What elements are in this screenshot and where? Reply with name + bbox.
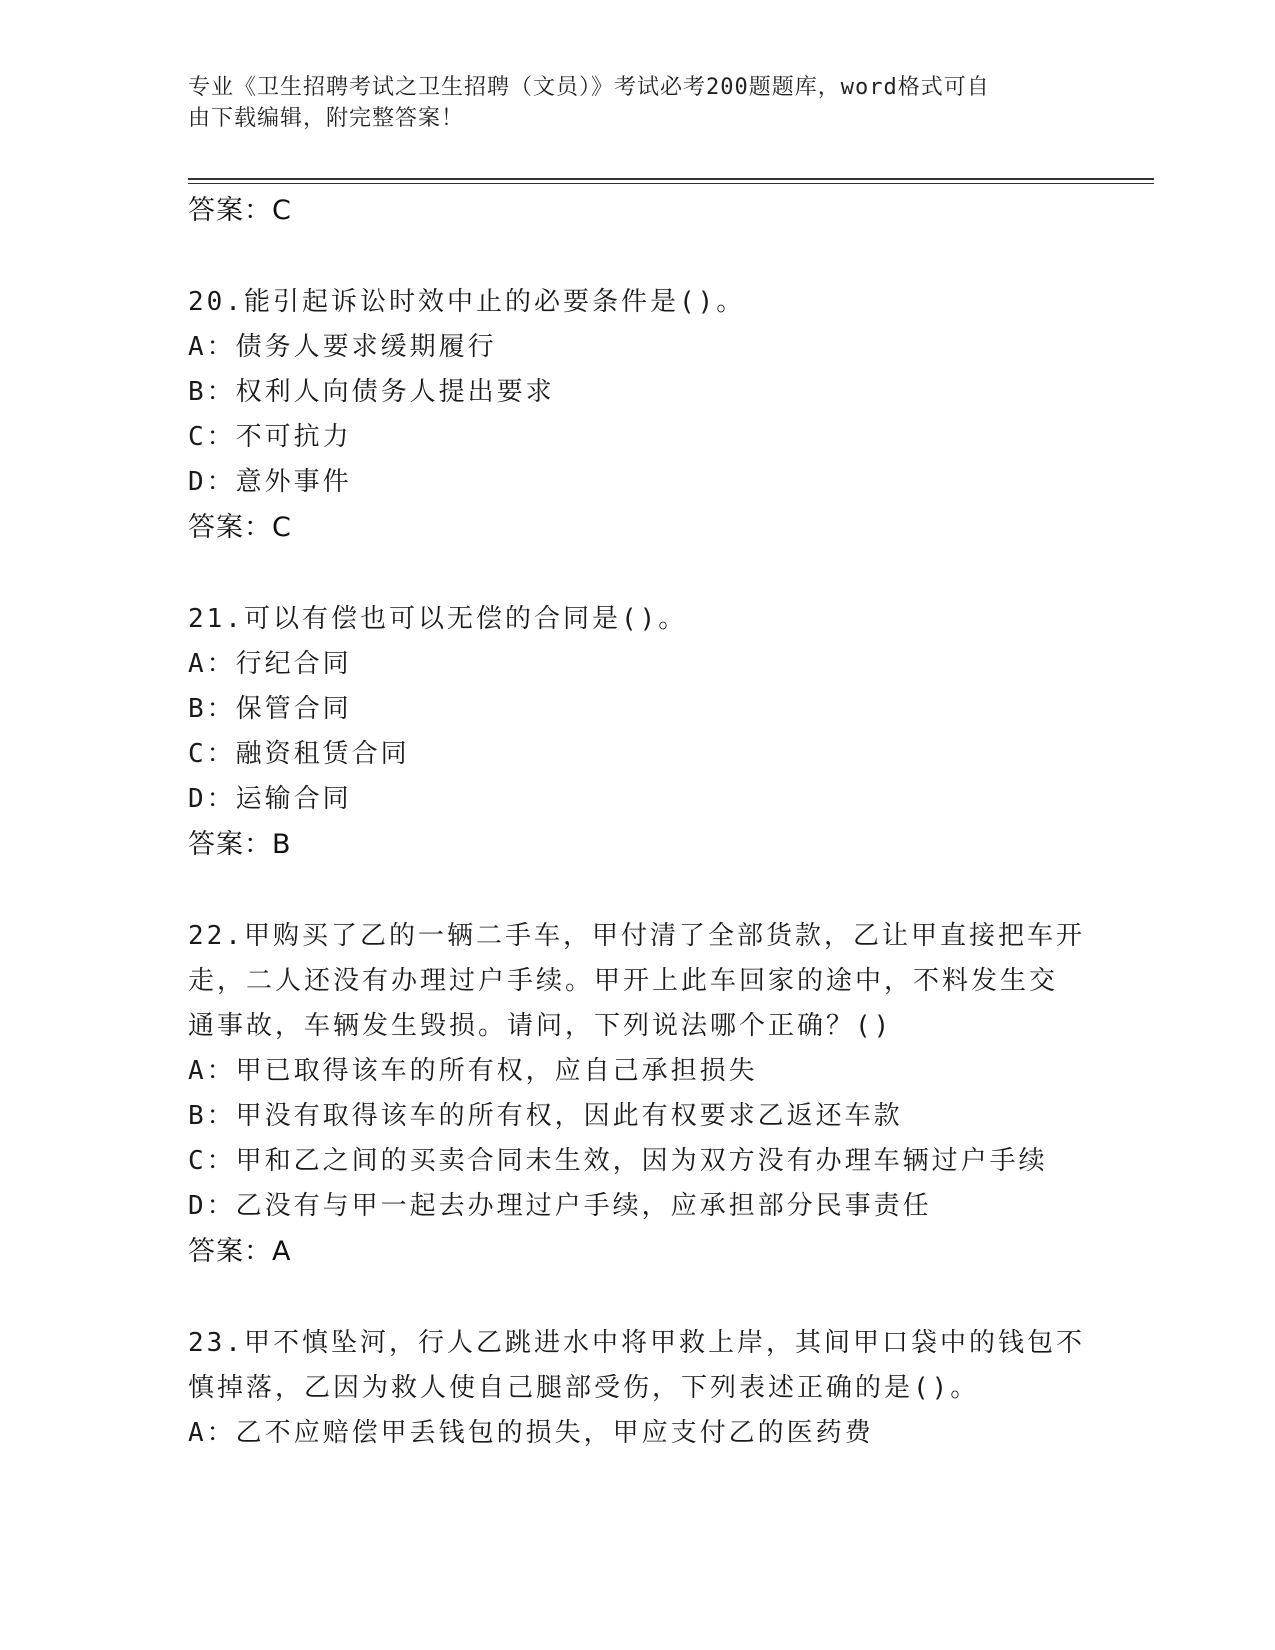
answer-line: 答案：C (188, 195, 292, 226)
question-item (188, 597, 1148, 867)
option-b: B：保管合同 (188, 694, 352, 724)
option-c: C：融资租赁合同 (188, 739, 410, 769)
option-d: D：运输合同 (188, 784, 352, 814)
option-a: A：债务人要求缓期履行 (188, 332, 497, 362)
question-stem: 20.能引起诉讼时效中止的必要条件是()。 (188, 287, 746, 317)
header-rule-thin (188, 183, 1154, 184)
option-d: D：意外事件 (188, 467, 352, 497)
option-b: B：权利人向债务人提出要求 (188, 377, 555, 407)
question-stem: 21.可以有偿也可以无偿的合同是()。 (188, 604, 688, 634)
option-d: D：乙没有与甲一起去办理过户手续，应承担部分民事责任 (188, 1191, 932, 1221)
option-a: A：乙不应赔偿甲丢钱包的损失，甲应支付乙的医药费 (188, 1418, 874, 1448)
document-header (188, 72, 1088, 134)
header-line-1: 专业《卫生招聘考试之卫生招聘（文员）》考试必考200题题库，word格式可自 (188, 75, 990, 100)
question-stem-line-2: 走，二人还没有办理过户手续。甲开上此车回家的途中，不料发生交 (188, 966, 1059, 996)
option-a: A：行纪合同 (188, 649, 352, 679)
question-stem-line-1: 22.甲购买了乙的一辆二手车，甲付清了全部货款，乙让甲直接把车开 (188, 921, 1085, 951)
question-item (188, 1321, 1148, 1456)
answer-line: 答案：C (188, 512, 292, 543)
question-item (188, 280, 1148, 550)
header-line-2: 由下载编辑，附完整答案！ (188, 106, 465, 131)
option-b: B：甲没有取得该车的所有权，因此有权要求乙返还车款 (188, 1101, 903, 1131)
option-a: A：甲已取得该车的所有权，应自己承担损失 (188, 1056, 758, 1086)
header-rule-thick (188, 178, 1154, 180)
question-stem-line-1: 23.甲不慎坠河，行人乙跳进水中将甲救上岸，其间甲口袋中的钱包不 (188, 1328, 1085, 1358)
question-stem-line-2: 慎掉落，乙因为救人使自己腿部受伤，下列表述正确的是()。 (188, 1373, 980, 1403)
option-c: C：不可抗力 (188, 422, 352, 452)
answer-line: 答案：B (188, 829, 292, 860)
question-item (188, 914, 1148, 1274)
question-stem-line-3: 通事故，车辆发生毁损。请问，下列说法哪个正确？() (188, 1011, 893, 1041)
question-list (188, 188, 1148, 1456)
answer-line: 答案：A (188, 1236, 292, 1267)
option-c: C：甲和乙之间的买卖合同未生效，因为双方没有办理车辆过户手续 (188, 1146, 1048, 1176)
